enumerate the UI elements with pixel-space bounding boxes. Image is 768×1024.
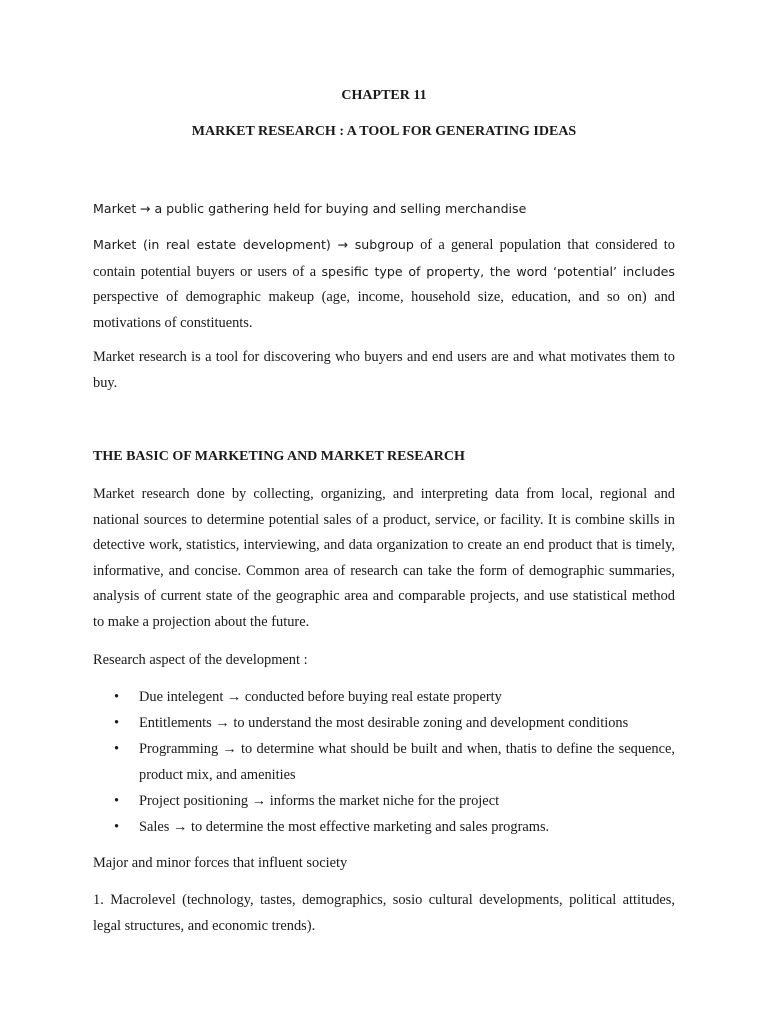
bullet-icon: • xyxy=(114,793,120,809)
market-re-rest: of a general population that considered to contain potential buyers or users of a xyxy=(93,237,675,280)
list-item-text: Programming → to determine what should be built and when, thatis to define the sequence, product mix, and amenities xyxy=(139,741,675,783)
research-aspect-label: Research aspect of the development : xyxy=(93,652,308,668)
macrolevel-item: 1. Macrolevel (technology, tastes, demographics, sosio cultural developments, political attitudes, legal structures, and economic trends). xyxy=(93,892,675,934)
bullet-icon: • xyxy=(114,715,120,731)
market-real-estate-definition xyxy=(93,232,675,336)
list-item xyxy=(93,710,675,736)
list-item-text: Project positioning → informs the market niche for the project xyxy=(139,793,500,809)
forces-label: Major and minor forces that influent society xyxy=(93,855,348,871)
bullet-icon: • xyxy=(114,689,120,705)
list-item xyxy=(93,684,675,710)
list-item-text: Due intelegent → conducted before buying real estate property xyxy=(139,689,502,705)
market-re-sans: spesific type of property, the word ‘potential’ includes xyxy=(321,263,675,279)
list-item xyxy=(93,788,675,814)
list-item xyxy=(93,814,675,840)
market-re-lead: Market (in real estate development) → subgroup xyxy=(93,237,414,252)
market-re-tail: perspective of demographic makeup (age, income, household size, education, and so on) and motivations of constituents. xyxy=(93,289,675,331)
chapter-number: CHAPTER 11 xyxy=(341,88,427,103)
market-definition-text: → a public gathering held for buying and selling merchandise xyxy=(139,201,527,216)
list-item xyxy=(93,736,675,788)
bullet-icon: • xyxy=(114,741,120,757)
chapter-title: MARKET RESEARCH : A TOOL FOR GENERATING IDEAS xyxy=(191,124,577,139)
list-item-text: Entitlements → to understand the most desirable zoning and development conditions xyxy=(139,715,629,731)
market-research-intro: Market research is a tool for discovering who buyers and end users are and what motivates them to buy. xyxy=(93,349,675,391)
market-term: Market xyxy=(93,201,137,216)
section-heading: THE BASIC OF MARKETING AND MARKET RESEARCH xyxy=(93,449,465,464)
list-item-text: Sales → to determine the most effective marketing and sales programs. xyxy=(139,819,550,835)
research-aspects-list xyxy=(93,684,675,840)
market-definition xyxy=(93,196,675,223)
section-paragraph: Market research done by collecting, organizing, and interpreting data from local, regional and national sources to determine potential sales of a product, service, or facility. It is combine skills in detective work, statistics, interviewing, and data organization to create an end product that is timely, informative, and concise. Common area of research can take the form of demographic summaries, analysis of current state of the geographic area and comparable projects, and use statistical method to make a projection about the future. xyxy=(93,486,675,630)
bullet-icon: • xyxy=(114,819,120,835)
